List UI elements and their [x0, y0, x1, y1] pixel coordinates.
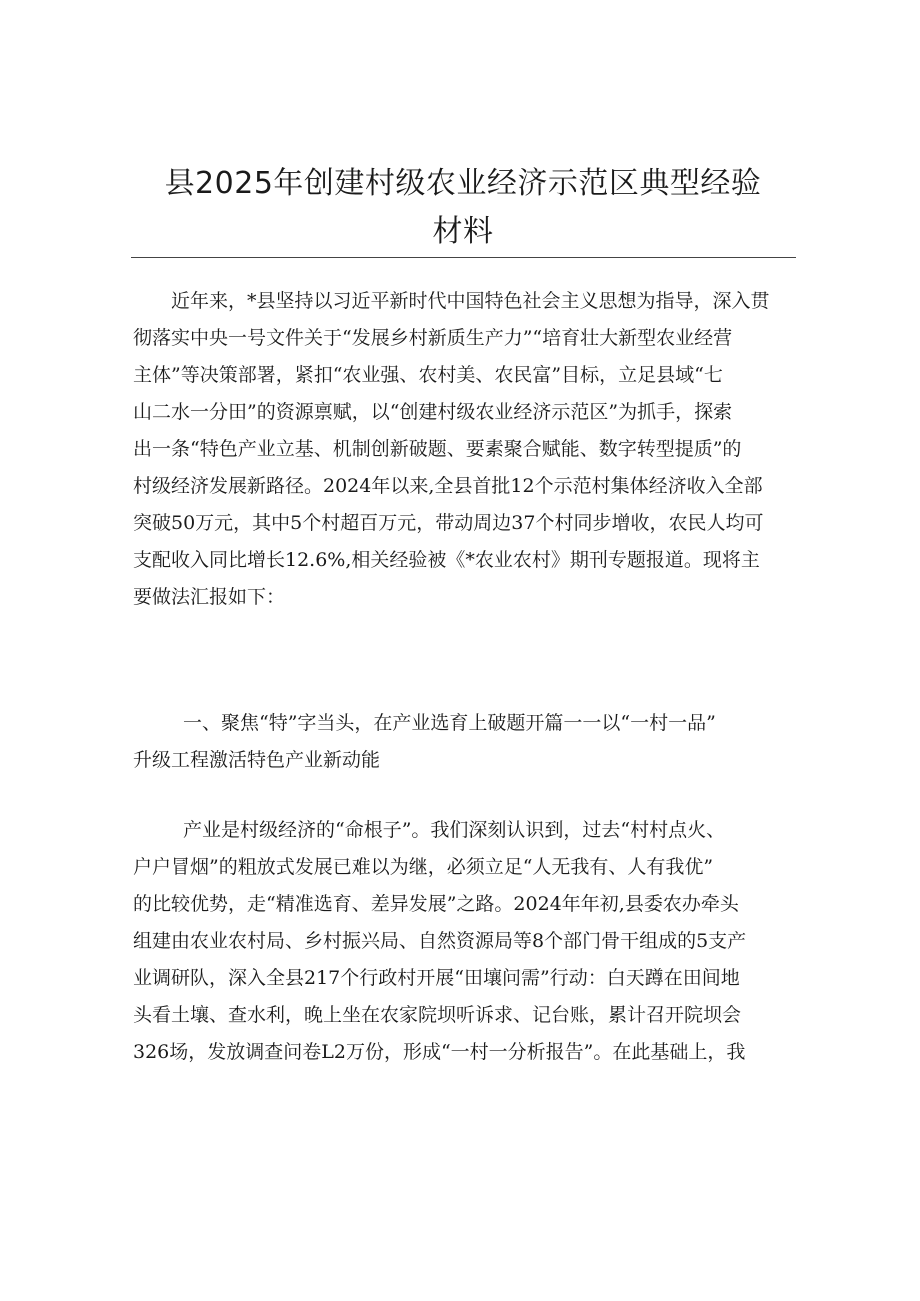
document-title [130, 160, 796, 256]
text-line: 主体”等决策部署，紧扣“农业强、农村美、农民富”目标，立足县域“七 [133, 364, 723, 386]
text-line: 户户冒烟”的粗放式发展已难以为继，必须立足“人无我有、人有我优” [133, 856, 714, 878]
text-line: 村级经济发展新路径。2024年以来,全县首批12个示范村集体经济收入全部 [133, 475, 763, 497]
text-line: 出一条“特色产业立基、机制创新破题、要素聚合赋能、数字转型提质”的 [133, 438, 742, 460]
text-line: 产业是村级经济的“命根子”。我们深刻认识到，过去“村村点火、 [183, 819, 726, 841]
text-line: 的比较优势，走“精准选育、差异发展”之路。2024年年初,县委农办牵头 [133, 893, 739, 915]
title-line-2: 材料 [432, 214, 494, 249]
text-line: 山二水一分田”的资源禀赋，以“创建村级农业经济示范区”为抓手，探索 [133, 401, 733, 423]
text-line: 支配收入同比增长12.6%,相关经验被《*农业农村》期刊专题报道。现将主 [133, 549, 760, 571]
intro-paragraph [133, 283, 793, 616]
text-line: 彻落实中央一号文件关于“发展乡村新质生产力”“培育壮大新型农业经营 [133, 327, 733, 349]
section-heading [133, 705, 793, 779]
text-line: 组建由农业农村局、乡村振兴局、自然资源局等8个部门骨干组成的5支产 [133, 930, 747, 952]
text-line: 突破50万元，其中5个村超百万元，带动周边37个村同步增收，农民人均可 [133, 512, 764, 534]
text-line: 要做法汇报如下： [133, 586, 286, 608]
text-line: 业调研队，深入全县217个行政村开展“田壤问需”行动：白天蹲在田间地 [133, 967, 740, 989]
text-line: 升级工程激活特色产业新动能 [133, 749, 381, 771]
text-line: 一、聚焦“特”字当头，在产业选育上破题开篇一一以“一村一品” [183, 712, 716, 734]
text-line: 头看土壤、查水利，晚上坐在农家院坝听诉求、记台账，累计召开院坝会 [133, 1004, 742, 1026]
text-line: 326场，发放调查问卷L2万份，形成“一村一分析报告”。在此基础上，我 [133, 1041, 746, 1063]
title-divider [131, 257, 796, 258]
text-line: 近年来，*县坚持以习近平新时代中国特色社会主义思想为指导，深入贯 [171, 290, 770, 312]
title-line-1: 县2025年创建村级农业经济示范区典型经验 [164, 166, 762, 201]
section-paragraph [133, 812, 793, 1071]
